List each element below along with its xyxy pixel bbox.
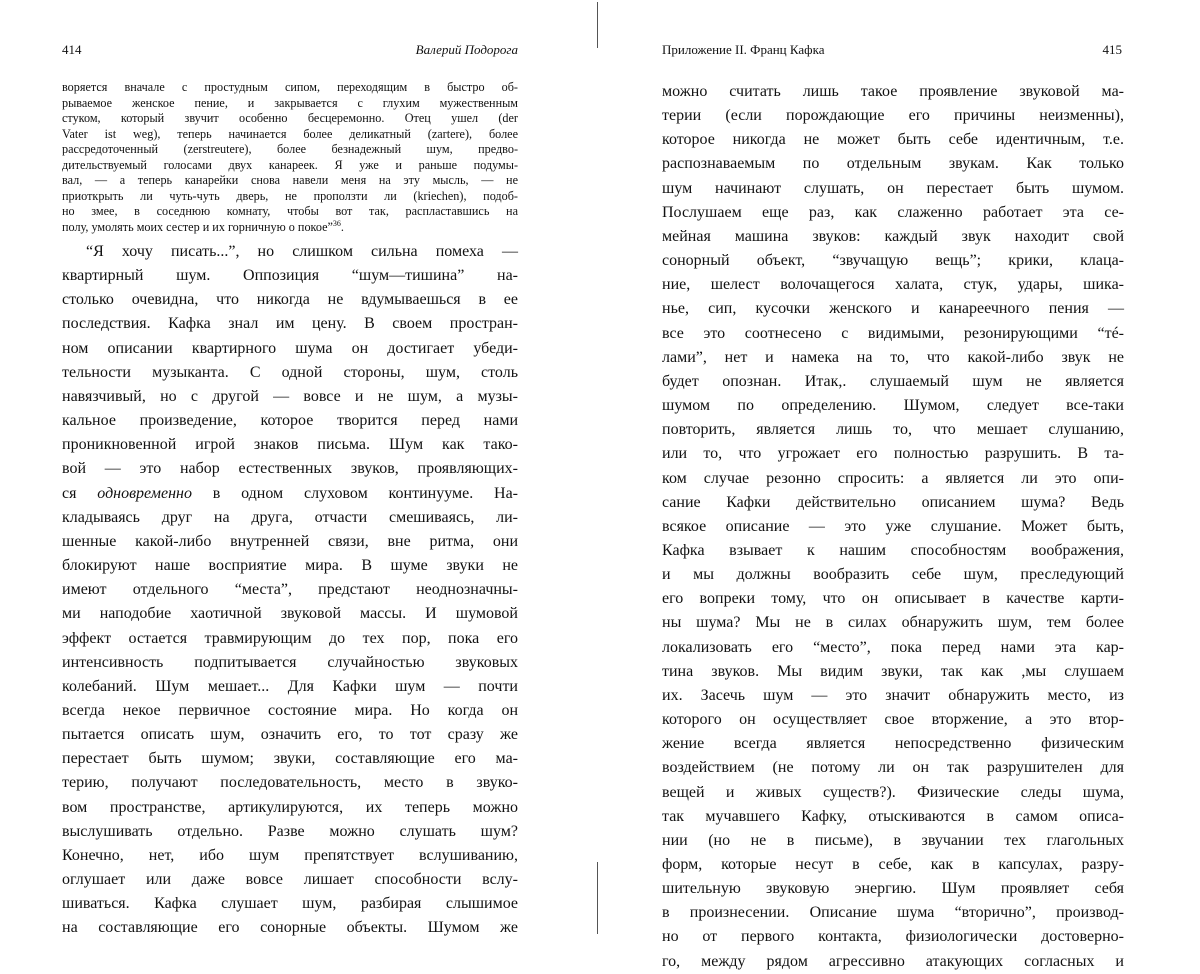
body-line: но от первого контакта, физиологически достоверно-	[662, 928, 1124, 946]
right-page	[604, 0, 1200, 970]
body-line: будет опознан. Итак,. слушаемый шум не является	[662, 372, 1124, 390]
body-line-italic	[62, 482, 518, 506]
right-running-head: Приложение II. Франц Кафка	[662, 42, 825, 57]
quote-line: вал, — а теперь канарейки снова навели меня на эту мысль, — не	[62, 173, 518, 187]
left-running-head: Валерий Подорога	[415, 42, 518, 57]
body-line: сонорный объект, “звучащую вещь”; крики, клаца-	[662, 252, 1124, 270]
body-line: оглушает или даже вовсе лишает способности вслу-	[62, 871, 518, 889]
right-page-number: 415	[1102, 42, 1122, 57]
right-body-text	[662, 80, 1124, 974]
quote-line: Vater ist weg), теперь начинается более деликатный (zartere), более	[62, 126, 518, 141]
body-line: нии (но не в письме), в звучании тех глагольных	[662, 831, 1124, 849]
body-line: Послушаем еще раз, как слаженно работает эта се-	[662, 203, 1124, 221]
italic-line-post: в одном слуховом континууме. На-	[191, 484, 518, 502]
quote-end: .	[340, 219, 344, 234]
body-line: всегда некое первичное состояние мира. Но когда он	[62, 701, 518, 719]
gutter-mark-top	[597, 2, 598, 48]
body-line: пытается описать шум, означить его, то тот сразу же	[62, 726, 518, 744]
body-line: или то, что угрожает его полностью разрушить. В та-	[662, 445, 1124, 463]
gutter-mark-bottom	[597, 862, 598, 934]
body-line: перестает быть шумом; звуки, составляющие его ма-	[62, 750, 518, 768]
body-line: их. Засечь шум — это значит обнаружить место, из	[662, 686, 1124, 704]
body-line: локализовать его “место”, пока перед нами эта кар-	[662, 638, 1124, 656]
body-line: мейная машина звуков: каждый звук находит свой	[662, 227, 1124, 245]
quote-last-text: полу, умолять моих сестер и их горничную о покое”	[62, 219, 333, 234]
body-line: вом пространстве, артикулируются, их теперь можно	[62, 798, 518, 816]
quote-line: дительствуемый голосами двух канареек. Я уже и раньше подумы-	[62, 157, 518, 172]
quote-line: воряется вначале с простудным сипом, переходящим в быстро об-	[62, 80, 518, 94]
body-line: “Я хочу писать...”, но слишком сильна помеха —	[86, 243, 518, 260]
body-line: терию, получают последовательность, место в звуко-	[62, 774, 518, 792]
body-line: ком случае резонно спросить: а является ли это опи-	[662, 469, 1124, 487]
body-line: колебаний. Шум мешает... Для Кафки шум — почти	[62, 677, 518, 695]
body-line: го, между рядом агрессивно атакующих согласных и	[662, 952, 1124, 970]
left-page-header	[62, 40, 518, 60]
italic-line-pre: ся	[62, 484, 98, 502]
body-line: ны шума? Мы не в силах обнаружить шум, тем более	[662, 614, 1124, 632]
quote-line: стуком, который звучит особенно бесцеремонно. Отец ушел (der	[62, 111, 518, 125]
body-line: Конечно, нет, ибо шум препятствует вслушиванию,	[62, 846, 518, 864]
body-line: тина звуков. Мы видим звуки, так как ,мы слушаем	[662, 662, 1124, 680]
quote-line: приоткрыть ли чуть-чуть дверь, не проползти ли (kriechen), подоб-	[62, 188, 518, 203]
quote-line: рассредоточенный (zerstreutere), более безнадежный шум, предво-	[62, 142, 518, 156]
body-line: нье, сип, кусочки женского и канареечного пения —	[662, 300, 1124, 318]
body-line: можно считать лишь такое проявление звуковой ма-	[662, 83, 1124, 100]
body-line: на составляющие его сонорные объекты. Шумом же	[62, 919, 518, 937]
body-line: форм, которые несут в себе, как в капсулах, разру-	[662, 856, 1124, 873]
quote-line: но змее, в соседнюю комнату, чтобы вот так, распластавшись на	[62, 204, 518, 218]
footnote-ref: 36	[332, 218, 341, 228]
body-line: выслушивать отдельно. Разве можно слушать шум?	[62, 822, 518, 840]
body-line: вой — это набор естественных звуков, проявляющих-	[62, 460, 518, 478]
body-line: шительную звуковую энергию. Шум проявляет себя	[662, 880, 1124, 898]
body-line: его вопреки тому, что он описывает в качестве карти-	[662, 590, 1124, 608]
body-line: так мучавшего Кафку, отыскиваются в самом описа-	[662, 807, 1124, 825]
body-line: кальное произведение, которое творится перед нами	[62, 412, 518, 430]
body-line: эффект остается травмирующим до тех пор, пока его	[62, 629, 518, 647]
body-line: последствия. Кафка знал им цену. В своем простран-	[62, 315, 518, 333]
body-line: всякое описание — это уже слушание. Может быть,	[662, 517, 1124, 535]
body-line: проникновенной игрой знаков письма. Шум как тако-	[62, 436, 518, 454]
body-line: распознаваемым по отдельным звукам. Как только	[662, 155, 1124, 173]
right-page-header	[662, 40, 1122, 60]
body-line: столько очевидна, что никогда не вдумываешься в ее	[62, 291, 518, 309]
body-line: блокируют наше восприятие мира. В шуме звуки не	[62, 557, 518, 575]
body-line: лами”, нет и намека на то, что какой-либо звук не	[662, 348, 1124, 366]
left-body-text	[62, 240, 518, 941]
body-line: и мы должны вообразить себе шум, преследующий	[662, 566, 1124, 584]
body-line: ном описании квартирного шума он достигает убеди-	[62, 339, 518, 357]
body-line: шиваться. Кафка слушает шум, разбирая слышимое	[62, 895, 518, 913]
body-line: навязчивый, но с другой — вовсе и не шум, а музы-	[62, 387, 518, 405]
body-line: в произнесении. Описание шума “вторично”, производ-	[662, 904, 1124, 922]
body-line: имеют отдельного “места”, предстают неоднозначны-	[62, 581, 518, 599]
body-line: Кафка взывает к нашим способностям воображения,	[662, 541, 1124, 559]
body-line: все это соотнесено с видимыми, резонирующими “тé-	[662, 324, 1124, 342]
quote-line: рываемое женское пение, и закрывается с глухим мужественным	[62, 95, 518, 110]
body-line: которое никогда не может быть себе идентичным, т.е.	[662, 131, 1124, 149]
quote-last-line	[62, 220, 518, 236]
body-line: вещей и живых существ?). Физические следы шума,	[662, 783, 1124, 801]
body-line: которого он осуществляет свое вторжение, а это втор-	[662, 711, 1124, 729]
body-line: ние, шелест волочащегося халата, стук, удары, шика-	[662, 276, 1124, 294]
body-line: терии (если порождающие его причины неизменны),	[662, 107, 1124, 125]
block-quote	[62, 80, 518, 235]
body-line: жение всегда является непосредственно физическим	[662, 735, 1124, 753]
body-line: шумом по определению. Шумом, следует все-таки	[662, 397, 1124, 415]
body-line: интенсивность подпитывается случайностью звуковых	[62, 653, 518, 671]
left-page	[0, 0, 596, 943]
body-line: шум начинают слушать, он перестает быть шумом.	[662, 179, 1124, 197]
left-page-number: 414	[62, 42, 82, 57]
body-line: шенные какой-либо внутренней связи, вне ритма, они	[62, 532, 518, 550]
emphasis-word: одновременно	[97, 484, 192, 502]
body-line: кладываясь друг на друга, отчасти смешиваясь, ли-	[62, 508, 518, 526]
body-line: тельности музыканта. С одной стороны, шум, столь	[62, 363, 518, 381]
body-line: квартирный шум. Оппозиция “шум—тишина” на-	[62, 267, 518, 285]
body-line: ми наподобие хаотичной звуковой массы. И шумовой	[62, 605, 518, 623]
body-line: воздействием (не потому ли он так разрушителен для	[662, 759, 1124, 777]
body-line: сание Кафки действительно описанием шума? Ведь	[662, 493, 1124, 511]
body-line: повторить, является лишь то, что мешает слушанию,	[662, 421, 1124, 439]
